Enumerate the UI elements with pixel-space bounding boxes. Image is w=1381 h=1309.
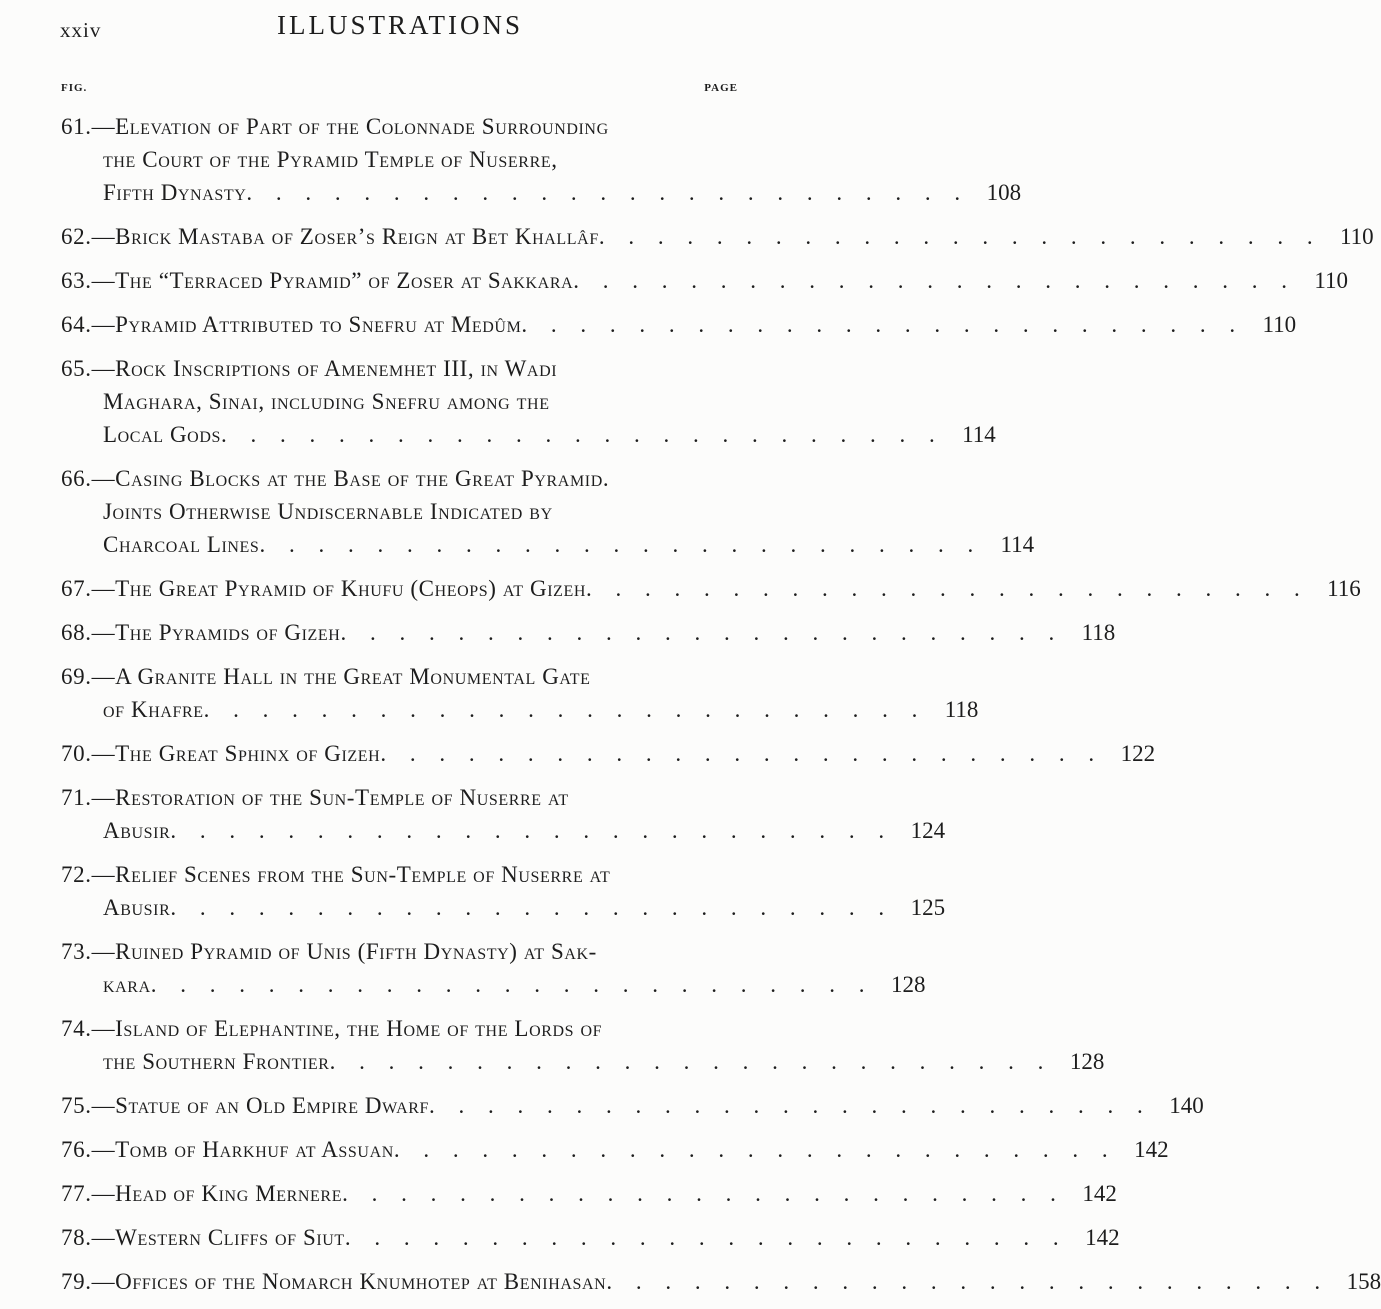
dot-leader: . . . . . . . . . . . . . . . . . . . . . . . . . [340,620,1064,645]
dot-leader: . . . . . . . . . . . . . . . . . . . . . . . . . [203,697,927,722]
list-item [61,858,946,924]
figure-number: 70. [61,741,92,766]
list-item [61,781,946,847]
list-item [61,572,1361,605]
page-reference: 118 [1081,620,1116,645]
figure-caption: —Relief Scenes from the Sun-Temple of Nuserre at [91,862,611,887]
page-reference: 128 [891,972,926,997]
figure-caption: Abusir [103,818,171,843]
page-reference: 108 [986,180,1022,205]
entry-line [61,1133,1169,1166]
page-reference: 116 [1327,576,1361,601]
entry-line [61,495,738,528]
list-item [61,264,1349,297]
entry-line [61,968,926,1001]
entry-line [61,418,996,451]
column-headings [61,82,738,98]
figure-caption: —Western Cliffs of Siut [91,1225,345,1250]
figure-caption: —A Granite Hall in the Great Monumental Gate [91,664,591,689]
list-item [61,1089,1204,1122]
dot-leader: . . . . . . . . . . . . . . . . . . . . . . . . . [150,972,874,997]
figure-number: 76. [61,1137,92,1162]
dot-leader: . . . . . . . . . . . . . . . . . . . . . . . . . [393,1137,1117,1162]
entry-line [61,693,979,726]
list-item [61,462,1035,561]
entry-line [61,385,738,418]
list-item [61,660,979,726]
dot-leader: . . . . . . . . . . . . . . . . . . . . . . . . . [342,1181,1065,1206]
entry-line [61,308,1297,341]
list-item [61,352,996,451]
figure-caption: Charcoal Lines [103,532,260,557]
page-reference: 140 [1169,1093,1204,1118]
page-column-heading: PAGE [704,82,738,94]
figure-caption: Joints Otherwise Undiscernable Indicated by [103,499,553,524]
entry-line [61,1089,1204,1122]
page-header [0,8,800,48]
entry-line [61,352,738,385]
entry-line [61,737,1156,770]
list-item [61,1221,1120,1254]
dot-leader: . . . . . . . . . . . . . . . . . . . . . . . . . [329,1049,1053,1074]
dot-leader: . . . . . . . . . . . . . . . . . . . . . . . . . [573,268,1297,293]
page-reference: 122 [1120,741,1156,766]
entry-line [61,814,946,847]
figure-caption: —Elevation of Part of the Colonnade Surrounding [91,114,609,139]
illustration-list [61,110,1381,1309]
figure-number: 63. [61,268,92,293]
dot-leader: . . . . . . . . . . . . . . . . . . . . . . . . . [259,532,983,557]
figure-caption: of Khafre [103,697,204,722]
dot-leader: . . . . . . . . . . . . . . . . . . . . . . . . . [586,576,1309,601]
dot-leader: . . . . . . . . . . . . . . . . . . . . . . . . . [429,1093,1152,1118]
list-item [61,737,1156,770]
entry-line [61,176,1022,209]
entry-line [61,1012,738,1045]
entry-line [61,110,738,143]
figure-number: 71. [61,785,92,810]
figure-caption: —Ruined Pyramid of Unis (Fifth Dynasty) at Sak- [91,939,597,964]
figure-number: 73. [61,939,92,964]
page-reference: 142 [1134,1137,1169,1162]
list-item [61,220,1374,253]
entry-line [61,935,738,968]
dot-leader: . . . . . . . . . . . . . . . . . . . . . . . . . [380,741,1104,766]
dot-leader: . . . . . . . . . . . . . . . . . . . . . . . . . [598,224,1322,249]
figure-caption: —Head of King Mernere [91,1181,343,1206]
figure-caption: Abusir [103,895,171,920]
figure-caption: —The Great Sphinx of Gizeh [91,741,381,766]
page-reference: 142 [1085,1225,1120,1250]
entry-line [61,1265,1381,1298]
figure-number: 66. [61,466,92,491]
entry-line [61,264,1349,297]
list-item [61,308,1297,341]
figure-caption: —Pyramid Attributed to Snefru at Medûm [91,312,522,337]
entry-line [61,220,1374,253]
entry-line [61,572,1361,605]
list-item [61,616,1116,649]
figure-number: 68. [61,620,92,645]
figure-caption: —Casing Blocks at the Base of the Great Pyramid. [91,466,610,491]
dot-leader: . . . . . . . . . . . . . . . . . . . . . . . . . [170,818,894,843]
page-reference: 118 [944,697,979,722]
list-item [61,935,926,1001]
page-reference: 142 [1082,1181,1117,1206]
list-item [61,1265,1381,1298]
figure-caption: Maghara, Sinai, including Snefru among the [103,389,550,414]
figure-number: 61. [61,114,92,139]
figure-caption: Fifth Dynasty [103,180,247,205]
entry-line [61,781,738,814]
figure-number: 67. [61,576,92,601]
entry-line [61,462,738,495]
figure-caption: —Rock Inscriptions of Amenemhet III, in Wadi [91,356,558,381]
figure-caption: —Offices of the Nomarch Knumhotep at Benihasan [91,1269,607,1294]
figure-number: 64. [61,312,92,337]
list-item [61,1177,1117,1210]
page-reference: 114 [1000,532,1035,557]
entry-line [61,858,738,891]
page-reference: 110 [1262,312,1297,337]
page-reference: 110 [1339,224,1374,249]
figure-caption: the Court of the Pyramid Temple of Nuserre, [103,147,558,172]
page-reference: 114 [962,422,996,447]
figure-caption: —Tomb of Harkhuf at Assuan [91,1137,394,1162]
page-reference: 158 [1346,1269,1381,1294]
figure-caption: Local Gods [103,422,221,447]
figure-caption: —Statue of an Old Empire Dwarf [91,1093,429,1118]
figure-caption: —The “Terraced Pyramid” of Zoser at Sakkara [91,268,574,293]
entry-line [61,616,1116,649]
figure-caption: kara [103,972,151,997]
figure-number: 65. [61,356,92,381]
list-item [61,110,1022,209]
page-reference: 125 [910,895,946,920]
entry-line [61,1045,1105,1078]
figure-number: 77. [61,1181,92,1206]
list-item [61,1133,1169,1166]
page-reference: 110 [1314,268,1349,293]
page-reference: 124 [910,818,946,843]
figure-caption: —The Great Pyramid of Khufu (Cheops) at Gizeh [91,576,587,601]
dot-leader: . . . . . . . . . . . . . . . . . . . . . . . . . [170,895,894,920]
figure-caption: —The Pyramids of Gizeh [91,620,341,645]
entry-line [61,143,738,176]
figure-caption: —Restoration of the Sun-Temple of Nuserre at [91,785,569,810]
dot-leader: . . . . . . . . . . . . . . . . . . . . . . . . . [344,1225,1068,1250]
figure-number: 69. [61,664,92,689]
entry-line [61,528,1035,561]
dot-leader: . . . . . . . . . . . . . . . . . . . . . . . . . [246,180,970,205]
dot-leader: . . . . . . . . . . . . . . . . . . . . . . . . . [606,1269,1330,1294]
figure-number: 72. [61,862,92,887]
entry-line [61,1221,1120,1254]
running-title: ILLUSTRATIONS [277,10,523,40]
entry-line [61,1177,1117,1210]
figure-number: 74. [61,1016,92,1041]
dot-leader: . . . . . . . . . . . . . . . . . . . . . . . . . [521,312,1245,337]
page-reference: 128 [1069,1049,1105,1074]
figure-caption: —Island of Elephantine, the Home of the Lords of [91,1016,603,1041]
entry-line [61,891,946,924]
figure-caption: —Brick Mastaba of Zoser’s Reign at Bet Khallâf [91,224,599,249]
page-number: xxiv [60,18,102,42]
figure-number: 62. [61,224,92,249]
figure-number: 75. [61,1093,92,1118]
dot-leader: . . . . . . . . . . . . . . . . . . . . . . . . . [220,422,944,447]
fig-column-heading: FIG. [61,82,88,94]
list-item [61,1012,1105,1078]
figure-caption: the Southern Frontier [103,1049,330,1074]
figure-number: 78. [61,1225,92,1250]
figure-number: 79. [61,1269,92,1294]
entry-line [61,660,738,693]
